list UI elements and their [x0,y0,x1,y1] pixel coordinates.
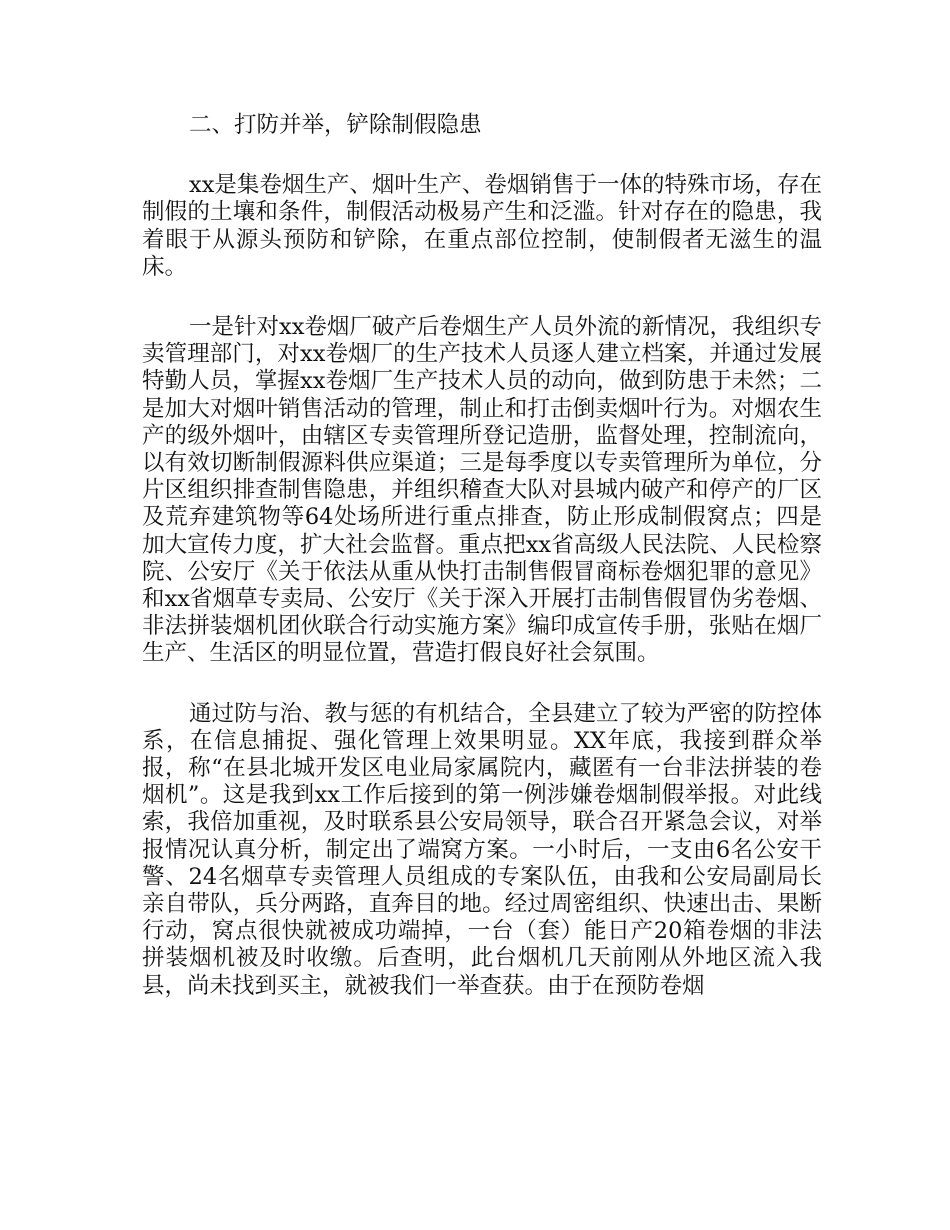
section-heading: 二、打防并举，铲除制假隐患 [189,112,482,138]
document-body [142,112,822,1000]
paragraph-2: 一是针对xx卷烟厂破产后卷烟生产人员外流的新情况，我组织专卖管理部门，对xx卷烟厂的生产技术人员逐人建立档案，并通过发展特勤人员，掌握xx卷烟厂生产技术人员的动向，做到防患于未然；二是加大对烟叶销售活动的管理，制止和打击倒卖烟叶行为。对烟农生产的级外烟叶，由辖区专卖管理所登记造册，监督处理，控制流向，以有效切断制假源料供应渠道；三是每季度以专卖管理所为单位，分片区组织排查制售隐患，并组织稽查大队对县城内破产和停产的厂区及荒弃建筑物等64处场所进行重点排查，防止形成制假窝点；四是加大宣传力度，扩大社会监督。重点把xx省高级人民法院、人民检察院、公安厅《关于依法从重从快打击制售假冒商标卷烟犯罪的意见》和xx省烟草专卖局、公安厅《关于深入开展打击制售假冒伪劣卷烟、非法拼装烟机团伙联合行动实施方案》编印成宣传手册，张贴在烟厂生产、生活区的明显位置，营造打假良好社会氛围。 [142,314,822,667]
paragraph-3: 通过防与治、教与惩的有机结合，全县建立了较为严密的防控体系，在信息捕捉、强化管理上效果明显。XX年底，我接到群众举报，称“在县北城开发区电业局家属院内，藏匿有一台非法拼装的卷烟机”。这是我到xx工作后接到的第一例涉嫌卷烟制假举报。对此线索，我倍加重视，及时联系县公安局领导，联合召开紧急会议，对举报情况认真分析，制定出了端窝方案。一小时后，一支由6名公安干警、24名烟草专卖管理人员组成的专案队伍，由我和公安局副局长亲自带队，兵分两路，直奔目的地。经过周密组织、快速出击、果断行动，窝点很快就被成功端掉，一台（套）能日产20箱卷烟的非法拼装烟机被及时收缴。后查明，此台烟机几天前刚从外地区流入我县，尚未找到买主，就被我们一举查获。由于在预防卷烟 [142,700,822,999]
paragraph-1: xx是集卷烟生产、烟叶生产、卷烟销售于一体的特殊市场，存在制假的土壤和条件，制假活动极易产生和泛滥。针对存在的隐患，我着眼于从源头预防和铲除，在重点部位控制，使制假者无滋生的温床。 [142,172,822,280]
